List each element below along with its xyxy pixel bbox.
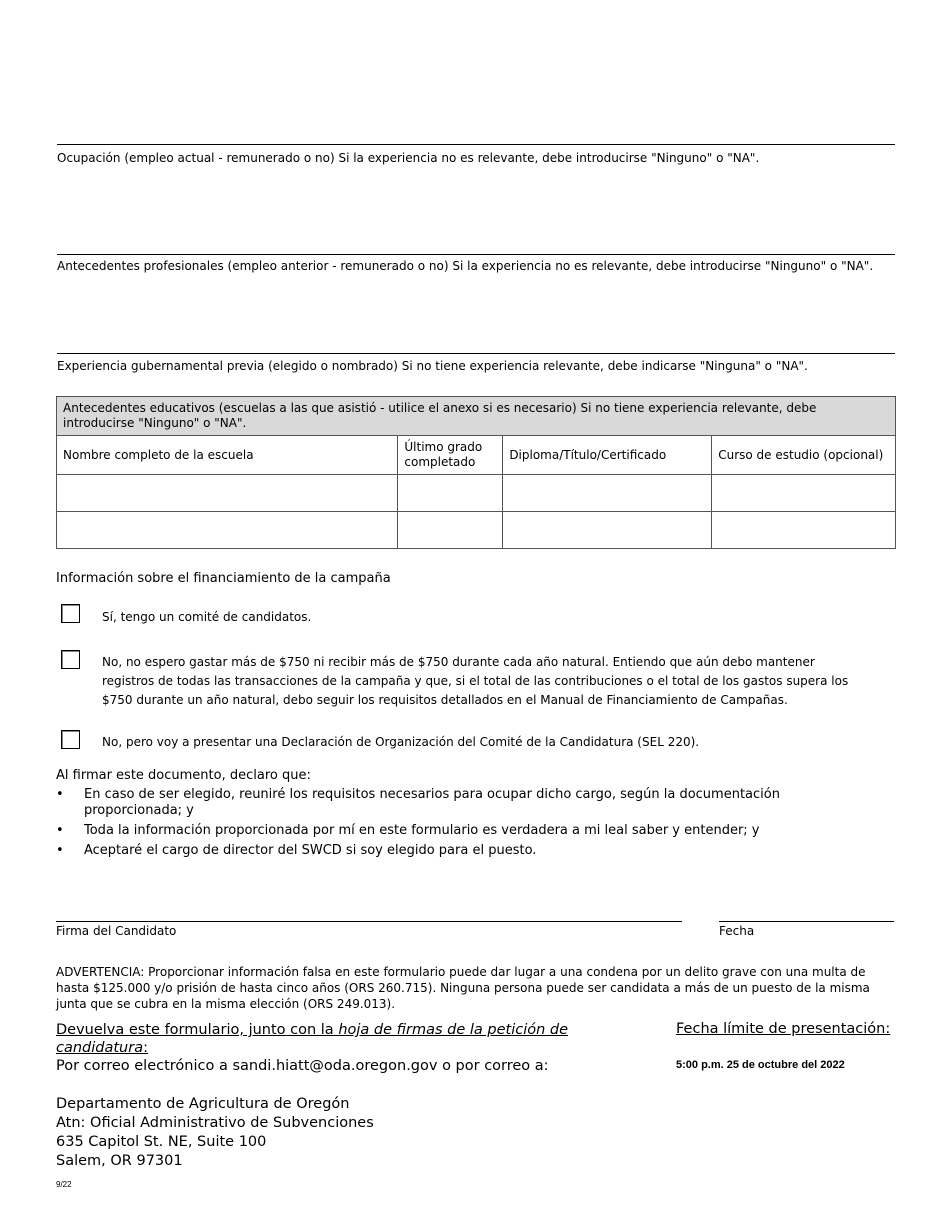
occupation-line[interactable]: [57, 144, 895, 145]
address-line: Atn: Oficial Administrativo de Subvenciones: [56, 1115, 374, 1131]
cell-diploma[interactable]: [503, 512, 712, 549]
bullet-icon: •: [56, 787, 64, 802]
list-item: • Aceptaré el cargo de director del SWCD si soy elegido para el puesto.: [56, 843, 537, 858]
table-row: [57, 475, 896, 512]
cell-school-name[interactable]: [57, 475, 398, 512]
cell-diploma[interactable]: [503, 475, 712, 512]
declaration-list: [56, 787, 816, 863]
cell-last-grade[interactable]: [398, 512, 503, 549]
bullet-icon: •: [56, 843, 64, 858]
checkbox-has-committee[interactable]: [61, 604, 80, 623]
mailing-address: [56, 1095, 374, 1171]
date-line[interactable]: [719, 921, 894, 922]
petition-sheet-title: hoja de firmas de la petición de candidatura: [56, 1022, 569, 1056]
occupation-label: Ocupación (empleo actual - remunerado o no) Si la experiencia no es relevante, debe introducirse "Ninguno" o "NA".: [57, 151, 760, 165]
return-line-suffix: :: [143, 1040, 148, 1056]
professional-background-line[interactable]: [57, 254, 895, 255]
candidate-signature-line[interactable]: [56, 921, 682, 922]
column-school-name: Nombre completo de la escuela: [57, 436, 398, 475]
declaration-intro: Al firmar este documento, declaro que:: [56, 768, 311, 783]
cell-course-of-study[interactable]: [712, 512, 896, 549]
return-instructions: [56, 1021, 616, 1075]
list-item: • En caso de ser elegido, reuniré los requisitos necesarios para ocupar dicho cargo, según la documentación proporcionada; y: [56, 787, 780, 818]
address-line: Salem, OR 97301: [56, 1153, 183, 1169]
government-experience-label: Experiencia gubernamental previa (elegido o nombrado) Si no tiene experiencia relevante, debe indicarse "Ninguna" o "NA".: [57, 359, 808, 373]
candidate-signature-label: Firma del Candidato: [56, 924, 177, 938]
date-label: Fecha: [719, 924, 755, 938]
address-line: Departamento de Agricultura de Oregón: [56, 1096, 350, 1112]
option-under-750: No, no espero gastar más de $750 ni recibir más de $750 durante cada año natural. Entiendo que aún debo mantener registros de todas las transacciones de la campaña y que, si el total de las contribuciones o el total de los gastos supera los $750 durante un año natural, debo seguir los requisitos detallados en el Manual de Financiamiento de Campañas.: [102, 655, 849, 707]
professional-background-label: Antecedentes profesionales (empleo anterior - remunerado o no) Si la experiencia no es relevante, debe introducirse "Ninguno" o "NA".: [57, 259, 874, 273]
address-line: 635 Capitol St. NE, Suite 100: [56, 1134, 267, 1150]
column-diploma: Diploma/Título/Certificado: [503, 436, 712, 475]
column-course-of-study: Curso de estudio (opcional): [712, 436, 896, 475]
cell-last-grade[interactable]: [398, 475, 503, 512]
warning-text: ADVERTENCIA: Proporcionar información falsa en este formulario puede dar lugar a una condena por un delito grave con una multa de hasta $125.000 y/o prisión de hasta cinco años (ORS 260.715). Ninguna persona puede ser candidata a más de un puesto de la misma junta que se cubra en la misma elección (ORS 249.013).: [56, 965, 870, 1011]
revision-date: 9/22: [56, 1180, 72, 1189]
option-has-committee: Sí, tengo un comité de candidatos.: [102, 610, 312, 624]
education-header: Antecedentes educativos (escuelas a las que asistió - utilice el anexo si es necesario) Si no tiene experiencia relevante, debe introducirse "Ninguno" o "NA".: [57, 397, 896, 436]
option-sel-220: No, pero voy a presentar una Declaración de Organización del Comité de la Candidatura (SEL 220).: [102, 735, 700, 749]
list-item: • Toda la información proporcionada por mí en este formulario es verdadera a mi leal saber y entender; y: [56, 823, 760, 838]
bullet-icon: •: [56, 823, 64, 838]
cell-school-name[interactable]: [57, 512, 398, 549]
cell-course-of-study[interactable]: [712, 475, 896, 512]
finance-section-title: Información sobre el financiamiento de la campaña: [56, 571, 391, 586]
table-row: [57, 512, 896, 549]
checkbox-under-750[interactable]: [61, 650, 80, 669]
deadline-title: Fecha límite de presentación:: [676, 1021, 891, 1037]
column-last-grade: Último grado completado: [398, 436, 503, 475]
checkbox-sel-220[interactable]: [61, 730, 80, 749]
email-line: Por correo electrónico a sandi.hiatt@oda.oregon.gov o por correo a:: [56, 1058, 549, 1074]
government-experience-line[interactable]: [57, 353, 895, 354]
return-line-prefix: Devuelva este formulario, junto con la: [56, 1022, 339, 1038]
education-table: [56, 396, 896, 549]
deadline-value: 5:00 p.m. 25 de octubre del 2022: [676, 1059, 845, 1071]
